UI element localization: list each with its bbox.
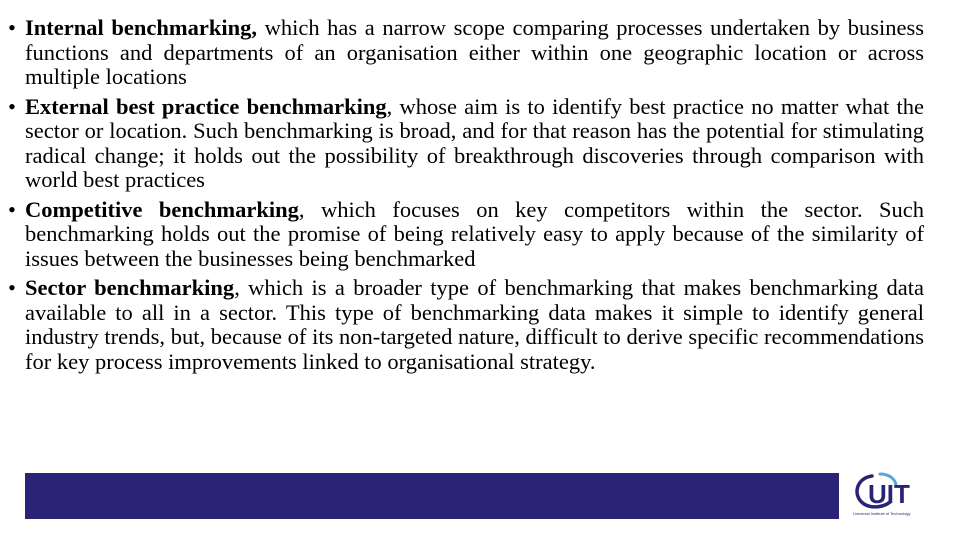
footer-bar <box>25 473 839 519</box>
bullet-list <box>8 16 924 379</box>
bullet-text: , which is a broader type of benchmarking that makes benchmarking data available to all in a sector. This type of benchmarking data makes it simple to identify general industry trends, but, because of its non-targeted nature, difficult to derive specific recommendations for key process improvements linked to organisational strategy. <box>25 275 924 374</box>
bullet-text: , whose aim is to identify best practice no matter what the sector or location. Such benchmarking is broad, and for that reason has the potential for stimulating radical change; it holds out the possibility of breakthrough discoveries through comparison with world best practices <box>25 93 924 192</box>
logo-letters: UIT <box>868 479 910 509</box>
bullet-icon: • <box>8 93 16 119</box>
uit-logo-mark-icon <box>850 470 946 514</box>
uit-logo <box>850 470 946 526</box>
bullet-item-internal-benchmarking <box>8 16 924 90</box>
bullet-term: Internal benchmarking, <box>25 15 257 40</box>
bullet-icon: • <box>8 196 16 222</box>
bullet-term: Sector benchmarking <box>25 275 235 300</box>
bullet-icon: • <box>8 15 16 40</box>
bullet-item-sector-benchmarking <box>8 276 924 374</box>
bullet-term: External best practice benchmarking <box>25 93 387 119</box>
bullet-text: , which focuses on key competitors within the sector. Such benchmarking holds out the promise of being relatively easy to apply because of the similarity of issues between the businesses being benchmarked <box>25 196 924 271</box>
bullet-item-competitive-benchmarking <box>8 198 924 272</box>
bullet-icon: • <box>8 275 16 300</box>
bullet-term: Competitive benchmarking <box>25 196 299 222</box>
logo-caption: Universal Institute of Technology <box>853 511 911 516</box>
bullet-text: which has a narrow scope comparing processes undertaken by business functions and departments of an organisation either within one geographic location or across multiple locations <box>25 15 924 89</box>
bullet-item-external-best-practice-benchmarking <box>8 95 924 193</box>
